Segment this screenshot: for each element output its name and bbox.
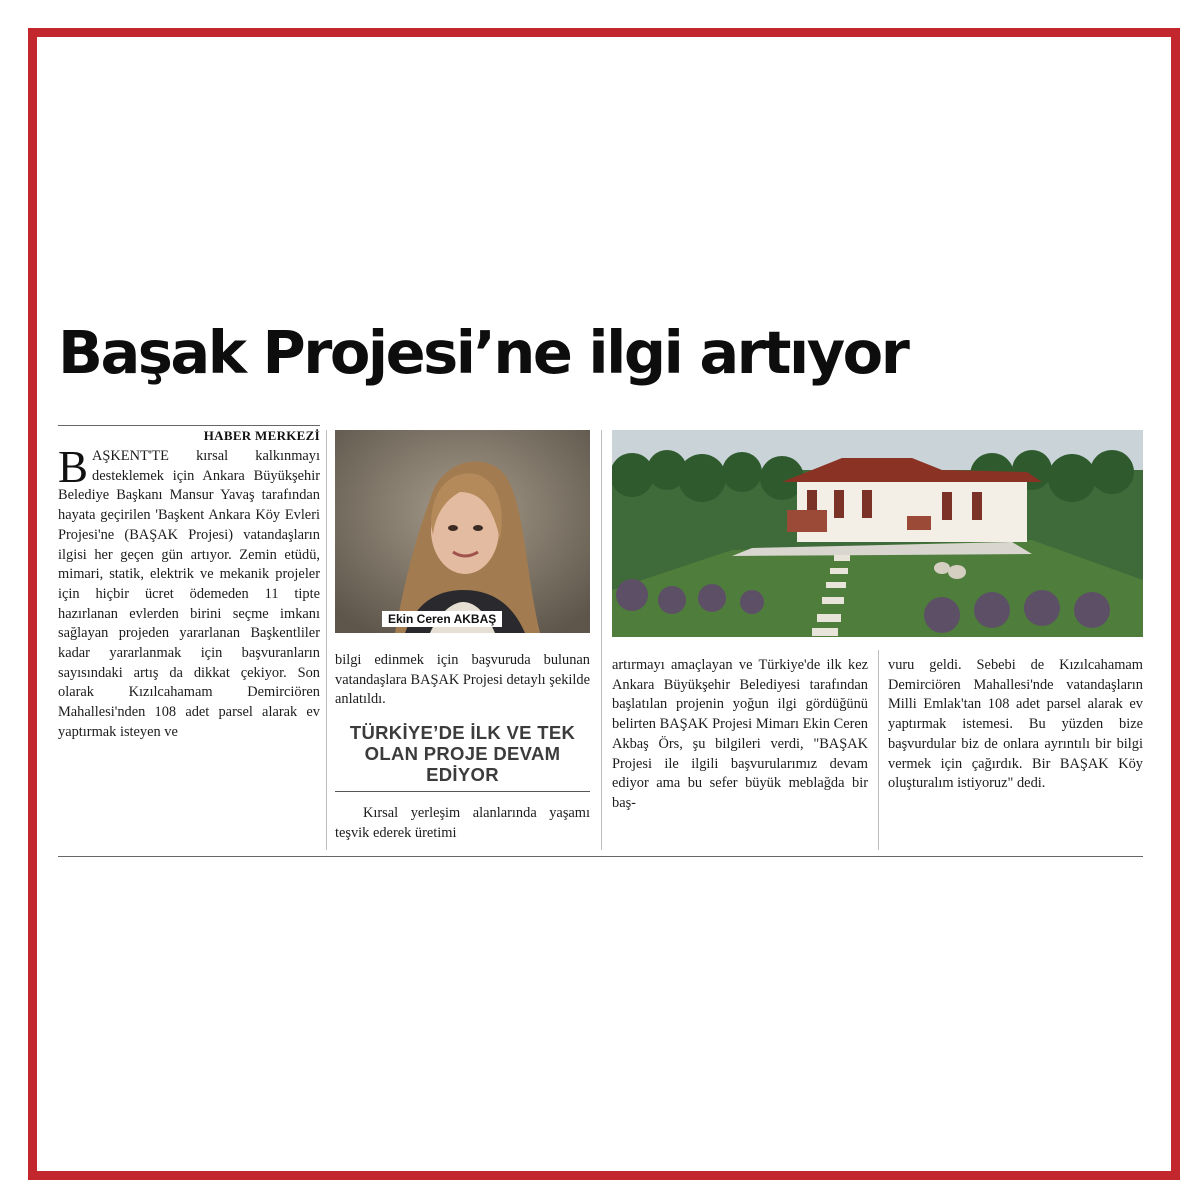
article-column-4 (888, 656, 1143, 794)
column-4-text: vuru geldi. Sebebi de Kızılcahamam Demirciören Mahallesi'nde vatandaşların Milli Emlak'tan 108 adet parsel alarak ev yaptırmak istemesi. Bu yüzden bize başvurdular biz de onlara ayrıntılı bir bilgi vermek için çağırdık. Bir BAŞAK Köy oluşturalım istiyoruz" dedi. (888, 657, 1143, 792)
column-rule (58, 425, 320, 426)
house-rendering-photo (612, 430, 1143, 637)
photo-caption: Ekin Ceren AKBAŞ (382, 611, 502, 627)
column-2-bottom-text: Kırsal yerleşim alanlarında yaşamı teşvik ederek üretimi (335, 805, 590, 841)
article-column-1 (58, 442, 320, 743)
drop-cap: B (58, 442, 89, 492)
column-3-text: artırmayı amaçlayan ve Türkiye'de ilk kez Ankara Büyükşehir Belediyesi tarafından başlatılan projenin yoğun ilgi gördüğünü belirten BAŞAK Projesi Mimarı Ekin Ceren Akbaş Örs, şu bilgileri verdi, "BAŞAK Projesi ile ilgili başvurularımız devam ediyor ama bu sefer büyük meblağda bir baş- (612, 657, 868, 811)
column-2-top-text: bilgi edinmek için başvuruda bulunan vatandaşlara BAŞAK Projesi detaylı şekilde anlatıldı. (335, 652, 590, 708)
column-divider (326, 430, 327, 850)
portrait-photo (335, 430, 590, 633)
article-column-2-continued (335, 804, 590, 843)
headline: Başak Projesi’ne ilgi artıyor (58, 318, 908, 387)
column-divider (878, 650, 879, 850)
article-column-3 (612, 656, 868, 814)
column-divider (601, 430, 602, 850)
byline: HABER MERKEZİ (203, 428, 320, 443)
subheading-rule (335, 791, 590, 792)
column-1-text: AŞKENT'TE kırsal kalkınmayı desteklemek için Ankara Büyükşehir Belediye Başkanı Mansur Yavaş tarafından hayata geçirilen 'Başkent Ankara Köy Evleri Projesi'ne (BAŞAK Projesi) vatandaşların ilgisi her geçen gün artıyor. Zemin etüdü, mimari, statik, elektrik ve mekanik projeler için hiçbir ücret ödemeden 11 tipte hazırlanan evlerden birini seçme imkanı sağlayan projeden yararlanan Başkentliler kadar yararlanmak için başvuranların sayısındaki artış da dikkat çekiyor. Son olarak Kızılcahamam Demirciören Mahallesi'nden 108 adet parsel alarak ev yaptırmak isteyen ve (58, 448, 320, 740)
bottom-rule (58, 856, 1143, 857)
subheading: TÜRKİYE’DE İLK VE TEK OLAN PROJE DEVAM EDİYOR (349, 722, 576, 785)
article-column-2 (335, 651, 590, 710)
